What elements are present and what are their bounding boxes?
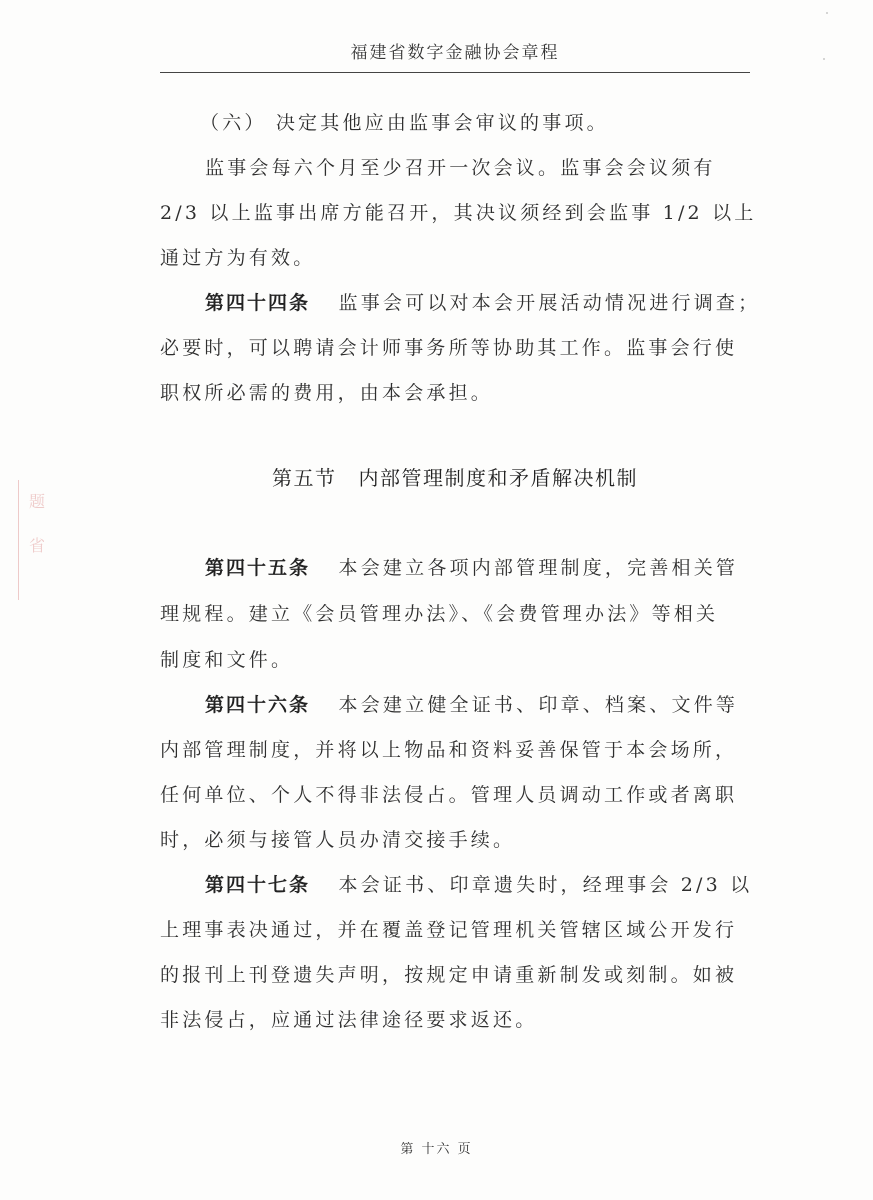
- article-47: [205, 870, 752, 897]
- article-45: [205, 553, 738, 580]
- article-44-title: 第四十四条: [205, 292, 311, 314]
- seal-stamp: [18, 480, 55, 600]
- text-line: 任何单位、个人不得非法侵占。管理人员调动工作或者离职: [160, 784, 738, 806]
- article-44-text: 监事会可以对本会开展活动情况进行调查；: [338, 292, 761, 314]
- text-line: 必要时，可以聘请会计师事务所等协助其工作。监事会行使: [160, 337, 738, 359]
- text-line: 通过方为有效。: [160, 247, 316, 269]
- section-heading: [160, 462, 750, 491]
- page-number: 第 十六 页: [400, 1142, 473, 1157]
- text-line: 制度和文件。: [160, 649, 294, 671]
- section-title: 内部管理制度和矛盾解决机制: [358, 466, 638, 490]
- scan-speck: [826, 12, 828, 14]
- header-title: 福建省数字金融协会章程: [350, 43, 560, 63]
- section-number: 第五节: [272, 466, 337, 490]
- text-line: 的报刊上刊登遗失声明，按规定申请重新制发或刻制。如被: [160, 964, 738, 986]
- article-46: [205, 690, 738, 717]
- text-line: 上理事表决通过，并在覆盖登记管理机关管辖区域公开发行: [160, 919, 738, 941]
- stamp-char: 省: [28, 536, 45, 555]
- article-46-title: 第四十六条: [205, 694, 311, 716]
- scan-speck: [823, 58, 825, 60]
- article-45-title: 第四十五条: [205, 557, 311, 579]
- text-line: 内部管理制度，并将以上物品和资料妥善保管于本会场所，: [160, 739, 738, 761]
- article-47-text: 本会证书、印章遗失时，经理事会 2/3 以: [338, 874, 753, 896]
- text-line: 监事会每六个月至少召开一次会议。监事会会议须有: [205, 157, 716, 179]
- text-line: 理规程。建立《会员管理办法》、《会费管理办法》等相关: [160, 603, 719, 625]
- article-44: [205, 288, 760, 315]
- header-divider: [160, 72, 750, 73]
- text-line: （六） 决定其他应由监事会审议的事项。: [200, 112, 609, 134]
- text-line: 非法侵占，应通过法律途径要求返还。: [160, 1009, 538, 1031]
- article-45-text: 本会建立各项内部管理制度，完善相关管: [338, 557, 739, 579]
- article-46-text: 本会建立健全证书、印章、档案、文件等: [338, 694, 739, 716]
- text-line: 时，必须与接管人员办清交接手续。: [160, 829, 516, 851]
- text-line: 职权所必需的费用，由本会承担。: [160, 382, 494, 404]
- stamp-char: 题: [28, 492, 45, 511]
- text-line: 2/3 以上监事出席方能召开，其决议须经到会监事 1/2 以上: [160, 202, 757, 224]
- article-47-title: 第四十七条: [205, 874, 311, 896]
